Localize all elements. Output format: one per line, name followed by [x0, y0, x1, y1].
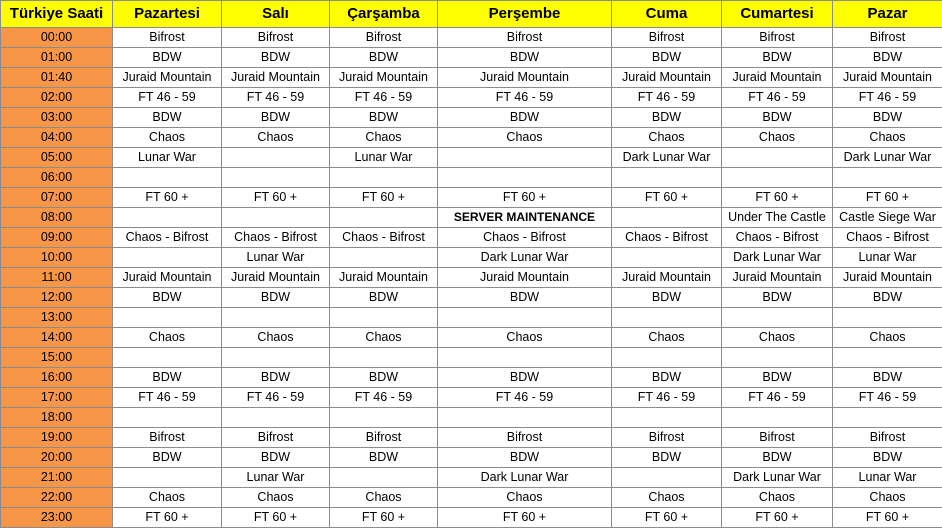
time-cell: 12:00 — [1, 288, 113, 308]
time-cell: 11:00 — [1, 268, 113, 288]
event-cell — [222, 308, 330, 328]
day-header-sali: Salı — [222, 1, 330, 28]
event-cell — [438, 308, 612, 328]
event-cell — [438, 148, 612, 168]
event-cell — [113, 208, 222, 228]
event-cell: Chaos — [833, 328, 942, 348]
table-row — [1, 208, 942, 228]
event-cell: BDW — [113, 108, 222, 128]
event-cell: Bifrost — [722, 428, 833, 448]
event-cell: FT 60 + — [222, 508, 330, 528]
event-cell — [113, 308, 222, 328]
event-cell — [222, 348, 330, 368]
event-cell: Juraid Mountain — [438, 68, 612, 88]
event-cell: BDW — [612, 448, 722, 468]
event-cell: Dark Lunar War — [438, 468, 612, 488]
event-cell: FT 46 - 59 — [612, 88, 722, 108]
event-cell: Bifrost — [330, 428, 438, 448]
event-cell: BDW — [722, 48, 833, 68]
event-cell: Juraid Mountain — [833, 68, 942, 88]
table-row — [1, 108, 942, 128]
table-row — [1, 408, 942, 428]
time-column-header: Türkiye Saati — [1, 1, 113, 28]
event-cell: Chaos — [438, 128, 612, 148]
event-cell — [833, 408, 942, 428]
event-cell: Bifrost — [330, 28, 438, 48]
day-header-cuma: Cuma — [612, 1, 722, 28]
event-cell: Bifrost — [113, 28, 222, 48]
event-cell: FT 60 + — [113, 188, 222, 208]
event-cell — [438, 408, 612, 428]
event-cell: Bifrost — [438, 428, 612, 448]
event-cell: FT 46 - 59 — [222, 388, 330, 408]
time-cell: 19:00 — [1, 428, 113, 448]
event-cell: BDW — [722, 108, 833, 128]
event-cell: Bifrost — [612, 428, 722, 448]
event-cell: BDW — [438, 48, 612, 68]
table-row — [1, 488, 942, 508]
day-header-pazartesi: Pazartesi — [113, 1, 222, 28]
event-cell: BDW — [330, 368, 438, 388]
event-cell: BDW — [113, 48, 222, 68]
event-cell: Bifrost — [222, 28, 330, 48]
event-cell: BDW — [833, 368, 942, 388]
event-cell: Chaos — [330, 328, 438, 348]
event-cell: FT 60 + — [722, 508, 833, 528]
event-cell: SERVER MAINTENANCE — [438, 208, 612, 228]
event-cell: FT 60 + — [722, 188, 833, 208]
table-row — [1, 268, 942, 288]
event-cell: FT 60 + — [438, 188, 612, 208]
event-cell — [113, 168, 222, 188]
event-cell: Chaos — [113, 328, 222, 348]
event-cell — [612, 208, 722, 228]
event-cell: Castle Siege War — [833, 208, 942, 228]
event-cell: Bifrost — [722, 28, 833, 48]
time-cell: 09:00 — [1, 228, 113, 248]
event-cell: Juraid Mountain — [722, 68, 833, 88]
event-cell: FT 46 - 59 — [222, 88, 330, 108]
event-cell: FT 60 + — [612, 188, 722, 208]
event-cell: Chaos — [222, 128, 330, 148]
event-cell — [330, 348, 438, 368]
event-cell: Juraid Mountain — [330, 68, 438, 88]
event-cell: Chaos — [833, 128, 942, 148]
event-cell: BDW — [438, 288, 612, 308]
event-cell: BDW — [833, 448, 942, 468]
event-cell: Juraid Mountain — [833, 268, 942, 288]
table-row — [1, 328, 942, 348]
event-cell: Chaos - Bifrost — [833, 228, 942, 248]
event-cell: FT 46 - 59 — [612, 388, 722, 408]
event-cell — [722, 148, 833, 168]
event-cell: FT 46 - 59 — [113, 88, 222, 108]
event-cell — [330, 308, 438, 328]
table-row — [1, 228, 942, 248]
table-row — [1, 148, 942, 168]
time-cell: 14:00 — [1, 328, 113, 348]
event-cell: Juraid Mountain — [222, 68, 330, 88]
event-cell: Chaos - Bifrost — [330, 228, 438, 248]
event-cell: Bifrost — [113, 428, 222, 448]
event-cell — [330, 208, 438, 228]
event-cell: BDW — [612, 48, 722, 68]
event-cell: Chaos — [330, 128, 438, 148]
event-cell: FT 60 + — [330, 188, 438, 208]
event-cell: Chaos — [612, 328, 722, 348]
table-row — [1, 288, 942, 308]
event-cell: Dark Lunar War — [438, 248, 612, 268]
event-cell — [438, 348, 612, 368]
event-cell: BDW — [833, 288, 942, 308]
event-cell: Bifrost — [612, 28, 722, 48]
table-row — [1, 48, 942, 68]
event-cell — [222, 148, 330, 168]
event-cell: Juraid Mountain — [113, 68, 222, 88]
event-cell: Lunar War — [833, 468, 942, 488]
time-cell: 02:00 — [1, 88, 113, 108]
event-cell: BDW — [330, 288, 438, 308]
event-cell: Lunar War — [833, 248, 942, 268]
table-row — [1, 188, 942, 208]
event-cell: Juraid Mountain — [612, 68, 722, 88]
event-cell: FT 60 + — [833, 188, 942, 208]
event-cell: Chaos — [833, 488, 942, 508]
event-cell: BDW — [222, 48, 330, 68]
event-cell: FT 60 + — [330, 508, 438, 528]
event-cell: BDW — [612, 288, 722, 308]
event-cell: Chaos — [438, 488, 612, 508]
event-cell: BDW — [222, 288, 330, 308]
table-row — [1, 128, 942, 148]
event-cell — [722, 408, 833, 428]
event-cell: BDW — [222, 108, 330, 128]
table-row — [1, 448, 942, 468]
time-cell: 03:00 — [1, 108, 113, 128]
event-cell: BDW — [113, 448, 222, 468]
schedule-body — [1, 28, 942, 528]
event-cell: Juraid Mountain — [113, 268, 222, 288]
event-cell: Chaos — [438, 328, 612, 348]
event-cell: Dark Lunar War — [612, 148, 722, 168]
event-cell: BDW — [438, 448, 612, 468]
event-cell: Chaos — [722, 488, 833, 508]
day-header-pazar: Pazar — [833, 1, 942, 28]
event-cell: Chaos - Bifrost — [722, 228, 833, 248]
event-cell: FT 60 + — [438, 508, 612, 528]
event-cell: Bifrost — [833, 428, 942, 448]
event-cell: Dark Lunar War — [833, 148, 942, 168]
time-cell: 10:00 — [1, 248, 113, 268]
table-row — [1, 368, 942, 388]
event-cell — [722, 168, 833, 188]
table-row — [1, 68, 942, 88]
event-cell: BDW — [330, 108, 438, 128]
time-cell: 07:00 — [1, 188, 113, 208]
day-header-carsamba: Çarşamba — [330, 1, 438, 28]
event-cell: BDW — [438, 368, 612, 388]
event-cell — [722, 308, 833, 328]
event-cell — [833, 308, 942, 328]
event-cell — [612, 408, 722, 428]
event-cell: FT 46 - 59 — [722, 88, 833, 108]
event-cell: Under The Castle — [722, 208, 833, 228]
time-cell: 23:00 — [1, 508, 113, 528]
event-cell: BDW — [438, 108, 612, 128]
event-cell — [833, 168, 942, 188]
event-cell — [222, 208, 330, 228]
event-cell: BDW — [722, 288, 833, 308]
event-cell: Chaos — [722, 128, 833, 148]
event-cell: BDW — [722, 448, 833, 468]
event-cell: FT 46 - 59 — [113, 388, 222, 408]
event-cell: Chaos - Bifrost — [612, 228, 722, 248]
event-cell: Chaos — [330, 488, 438, 508]
event-cell: Juraid Mountain — [222, 268, 330, 288]
event-cell: BDW — [722, 368, 833, 388]
time-cell: 06:00 — [1, 168, 113, 188]
event-cell: BDW — [113, 368, 222, 388]
table-row — [1, 248, 942, 268]
event-cell — [113, 348, 222, 368]
time-cell: 21:00 — [1, 468, 113, 488]
event-cell — [330, 468, 438, 488]
event-cell: Bifrost — [438, 28, 612, 48]
day-header-persembe: Perşembe — [438, 1, 612, 28]
event-cell: FT 60 + — [612, 508, 722, 528]
event-cell: BDW — [330, 48, 438, 68]
event-cell: Lunar War — [222, 248, 330, 268]
event-cell: Chaos — [113, 488, 222, 508]
event-cell: Juraid Mountain — [722, 268, 833, 288]
event-cell: Dark Lunar War — [722, 468, 833, 488]
table-row — [1, 88, 942, 108]
event-cell — [612, 168, 722, 188]
event-cell: BDW — [612, 368, 722, 388]
event-cell: BDW — [833, 48, 942, 68]
event-cell: FT 46 - 59 — [438, 388, 612, 408]
event-cell: Juraid Mountain — [330, 268, 438, 288]
event-cell: Juraid Mountain — [612, 268, 722, 288]
time-cell: 08:00 — [1, 208, 113, 228]
event-cell — [722, 348, 833, 368]
event-cell — [330, 248, 438, 268]
time-cell: 01:40 — [1, 68, 113, 88]
event-cell — [612, 468, 722, 488]
time-cell: 00:00 — [1, 28, 113, 48]
time-cell: 22:00 — [1, 488, 113, 508]
table-row — [1, 348, 942, 368]
event-cell: Chaos — [113, 128, 222, 148]
event-cell: Bifrost — [833, 28, 942, 48]
day-header-cumartesi: Cumartesi — [722, 1, 833, 28]
event-cell: Chaos — [612, 488, 722, 508]
time-cell: 01:00 — [1, 48, 113, 68]
event-cell — [612, 308, 722, 328]
event-cell: Chaos - Bifrost — [222, 228, 330, 248]
event-cell: Lunar War — [113, 148, 222, 168]
table-row — [1, 308, 942, 328]
time-cell: 13:00 — [1, 308, 113, 328]
event-cell: Juraid Mountain — [438, 268, 612, 288]
table-row — [1, 28, 942, 48]
event-cell: Lunar War — [222, 468, 330, 488]
time-cell: 18:00 — [1, 408, 113, 428]
table-row — [1, 428, 942, 448]
event-cell: FT 46 - 59 — [330, 88, 438, 108]
event-cell: FT 46 - 59 — [722, 388, 833, 408]
event-cell: Chaos — [612, 128, 722, 148]
event-cell — [113, 408, 222, 428]
event-cell — [612, 248, 722, 268]
table-row — [1, 388, 942, 408]
event-cell: Chaos — [722, 328, 833, 348]
event-cell: Chaos - Bifrost — [113, 228, 222, 248]
event-cell: FT 60 + — [113, 508, 222, 528]
event-cell — [113, 248, 222, 268]
event-cell — [330, 408, 438, 428]
event-cell — [612, 348, 722, 368]
event-cell — [438, 168, 612, 188]
event-cell: FT 46 - 59 — [833, 388, 942, 408]
table-row — [1, 468, 942, 488]
event-cell: Chaos - Bifrost — [438, 228, 612, 248]
event-cell: BDW — [612, 108, 722, 128]
event-cell: BDW — [113, 288, 222, 308]
event-cell: Chaos — [222, 488, 330, 508]
event-cell: FT 46 - 59 — [833, 88, 942, 108]
event-cell — [113, 468, 222, 488]
event-cell: FT 60 + — [833, 508, 942, 528]
event-cell: BDW — [222, 368, 330, 388]
event-cell: Lunar War — [330, 148, 438, 168]
event-cell: BDW — [833, 108, 942, 128]
time-cell: 17:00 — [1, 388, 113, 408]
time-cell: 16:00 — [1, 368, 113, 388]
event-cell: FT 46 - 59 — [330, 388, 438, 408]
event-cell — [833, 348, 942, 368]
time-cell: 04:00 — [1, 128, 113, 148]
time-cell: 20:00 — [1, 448, 113, 468]
table-row — [1, 168, 942, 188]
event-cell: Dark Lunar War — [722, 248, 833, 268]
event-cell: BDW — [330, 448, 438, 468]
event-cell — [222, 408, 330, 428]
event-cell: BDW — [222, 448, 330, 468]
event-cell: FT 60 + — [222, 188, 330, 208]
event-cell: Chaos — [222, 328, 330, 348]
time-cell: 15:00 — [1, 348, 113, 368]
event-cell: FT 46 - 59 — [438, 88, 612, 108]
event-cell: Bifrost — [222, 428, 330, 448]
header-row — [1, 1, 942, 28]
time-cell: 05:00 — [1, 148, 113, 168]
event-cell — [222, 168, 330, 188]
event-cell — [330, 168, 438, 188]
